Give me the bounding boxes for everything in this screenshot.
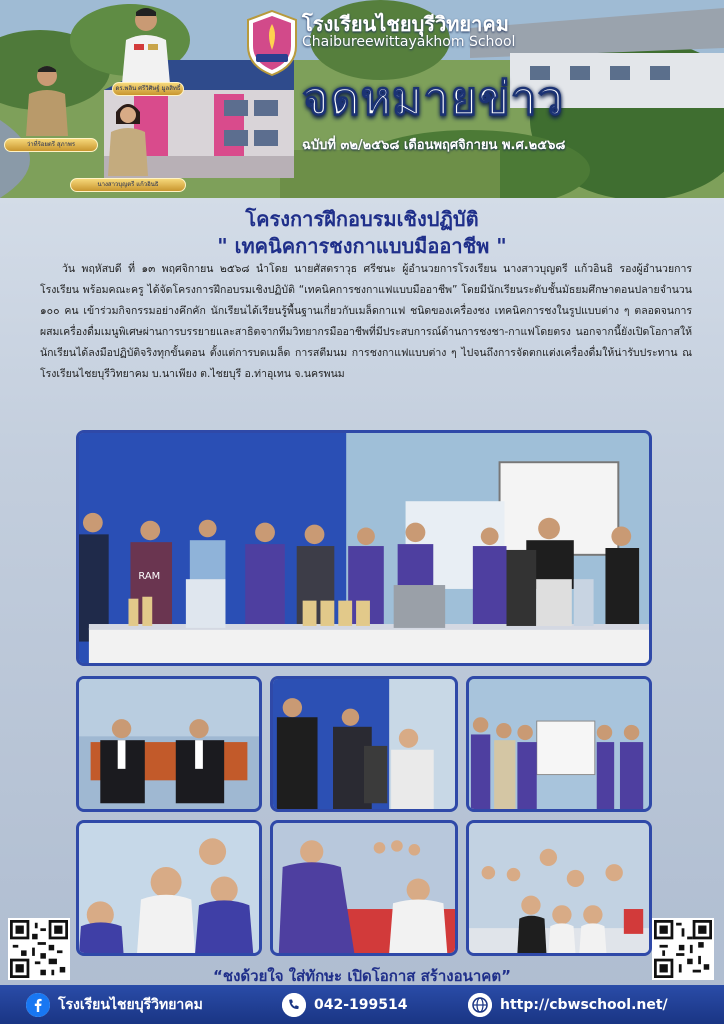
school-name-thai: โรงเรียนไชยบุรีวิทยาคม <box>302 12 509 36</box>
shirt-print-text: RAM <box>138 571 161 583</box>
phone-link[interactable] <box>282 985 407 1024</box>
photo-row2-right-scene <box>469 823 649 953</box>
article-title-line2: " เทคนิคการชงกาแบบมืออาชีพ " <box>217 234 507 258</box>
photo-row2-right <box>466 820 652 956</box>
main-photo <box>76 430 652 666</box>
portrait-director <box>118 4 174 84</box>
newsletter-title: จดหมายข่าว <box>302 71 565 125</box>
portrait-deputy-left <box>22 62 72 136</box>
photo-row2-center <box>270 820 458 956</box>
portrait-caption-director: ดร.พลิน ศรีวิศิษฐ์ มูลสิทธิ์ <box>112 82 184 96</box>
photo-row1-center-scene <box>273 679 455 809</box>
website-label: http://cbwschool.net/ <box>500 996 668 1013</box>
article-title-line1: โครงการฝึกอบรมเชิงปฏิบัติ <box>245 207 479 231</box>
globe-icon <box>468 993 492 1017</box>
photo-row1-right-scene <box>469 679 649 809</box>
photo-row1-left <box>76 676 262 812</box>
photo-row2-center-scene <box>273 823 455 953</box>
footer-contact-bar <box>0 985 724 1024</box>
facebook-label: โรงเรียนไชยบุรีวิทยาคม <box>58 996 203 1013</box>
article-body: วัน พฤหัสบดี ที่ ๑๓ พฤศจิกายน ๒๕๖๘ นำโดย นายศัสตราวุธ ศรีชนะ ผู้อำนวยการโรงเรียน นางสาวบุญตรี แก้วอินธิ รองผู้อำนวยการโรงเรียน พร้อมคณะครู ได้จัดโครงการฝึกอบรมเชิงปฏิบัติ “เทคนิคการชงกาแฟแบบมืออาชีพ” โดยมีนักเรียนระดับชั้นมัธยมศึกษาตอนปลายจำนวน ๑๐๐ คน เข้าร่วมกิจกรรมอย่างคึกคัก นักเรียนได้เรียนรู้พื้นฐานเกี่ยวกับเมล็ดกาแฟ ชนิดของเครื่องชง เทคนิคการชงในรูปแบบต่าง ๆ ตลอดจนการผสมเครื่องดื่มเมนูพิเศษผ่านการบรรยายและสาธิตจากทีมวิทยากรมืออาชีพที่มีประสบการณ์ด้านการชงชา-กาแฟโดยตรง นอกจากนี้ยังเปิดโอกาสให้นักเรียนได้ลงมือปฏิบัติจริงทุกขั้นตอน ตั้งแต่การบดเมล็ด การสตีมนม การชงกาแฟแบบต่าง ๆ ไปจนถึงการจัดตกแต่งเครื่องดื่มให้น่ารับประทาน ณ โรงเรียนไชยบุรีวิทยาคม บ.นาเพียง ต.ไชยบุรี อ.ท่าอุเทน จ.นครพนม <box>40 263 692 380</box>
phone-label: 042-199514 <box>314 996 408 1013</box>
photo-row1-center <box>270 676 458 812</box>
slogan: “ชงด้วยใจ ใส่ทักษะ เปิดโอกาส สร้างอนาคต” <box>213 967 511 985</box>
school-name-english: Chaibureewittayakhom School <box>302 34 516 50</box>
portrait-caption-left: ว่าที่ร้อยตรี สุภาพร <box>4 138 98 152</box>
portrait-deputy-right <box>104 98 152 176</box>
header-banner <box>0 0 724 198</box>
issue-line: ฉบับที่ ๓๒/๒๕๖๘ เดือนพฤศจิกายน พ.ศ.๒๕๖๘ <box>302 138 566 153</box>
photo-row1-right <box>466 676 652 812</box>
phone-icon <box>282 993 306 1017</box>
school-logo-icon <box>246 10 298 76</box>
portrait-caption-right: นางสาวบุญตรี แก้วอินธิ <box>70 178 186 192</box>
photo-row1-left-scene <box>79 679 259 809</box>
photo-row2-left-scene <box>79 823 259 953</box>
facebook-icon <box>26 993 50 1017</box>
main-photo-scene <box>79 433 649 663</box>
photo-row2-left <box>76 820 262 956</box>
facebook-link[interactable] <box>26 985 203 1024</box>
website-link[interactable] <box>468 985 668 1024</box>
